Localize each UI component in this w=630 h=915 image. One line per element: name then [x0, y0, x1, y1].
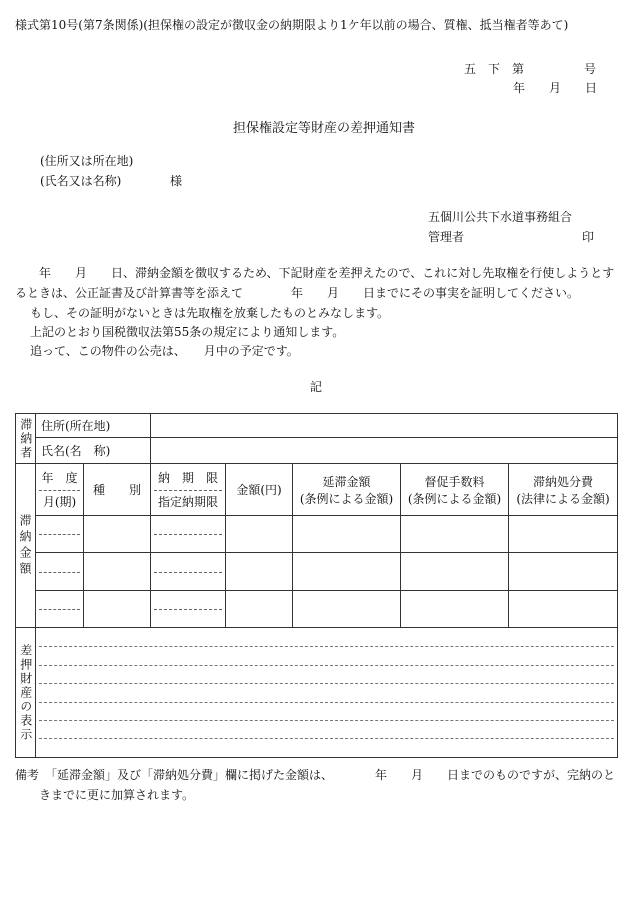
late-fee-cell[interactable] [293, 516, 401, 553]
reminder-fee-cell[interactable] [401, 553, 509, 591]
address-field[interactable] [151, 414, 618, 438]
document-title: 担保権設定等財産の差押通知書 [233, 121, 416, 136]
remarks-line-2: きまでに更に加算されます。 [15, 788, 195, 802]
type-cell[interactable] [84, 516, 151, 553]
type-header: 種 別 [84, 464, 151, 516]
designated-deadline-header: 指定納期限 [157, 495, 218, 509]
table-row [16, 591, 618, 628]
reminder-fee-cell[interactable] [401, 516, 509, 553]
remarks [15, 765, 620, 805]
body-paragraph-3: 上記のとおり国税徴収法第55条の規定により通知します。 [30, 325, 345, 339]
name-label: 氏名(名 称) [36, 438, 151, 464]
sender-seal: 印 [582, 230, 595, 244]
late-fee-header [293, 464, 401, 516]
year-header: 年 度 [41, 471, 78, 485]
year-cell[interactable] [36, 553, 84, 591]
deadline-cell[interactable] [151, 516, 226, 553]
disposal-fee-title: 滞納処分費 [533, 474, 594, 489]
recipient-honorific: 様 [170, 174, 183, 188]
late-fee-cell[interactable] [293, 591, 401, 628]
deadline-cell[interactable] [151, 591, 226, 628]
name-field[interactable] [151, 438, 618, 464]
document-number: 五 下 第 号 [464, 62, 597, 76]
type-cell[interactable] [84, 553, 151, 591]
year-period-header [36, 464, 84, 516]
type-cell[interactable] [84, 591, 151, 628]
disposal-fee-header [509, 464, 618, 516]
late-fee-cell[interactable] [293, 553, 401, 591]
reminder-fee-header [401, 464, 509, 516]
amount-header: 金額(円) [226, 464, 293, 516]
deadline-cell[interactable] [151, 553, 226, 591]
remarks-line-1: 備考 「延滞金額」及び「滞納処分費」欄に掲げた金額は、 年 月 日までのものですが、完納のと [15, 768, 616, 782]
table-row [16, 516, 618, 553]
property-description-field[interactable] [36, 628, 618, 758]
amount-cell[interactable] [226, 516, 293, 553]
disposal-fee-subtitle: (法律による金額) [516, 491, 610, 506]
year-cell[interactable] [36, 591, 84, 628]
document-date: 年 月 日 [513, 81, 598, 95]
sender-organization: 五個川公共下水道事務組合 [428, 210, 573, 224]
property-label: 差押財産の表示 [16, 628, 36, 758]
disposal-fee-cell[interactable] [509, 516, 618, 553]
disposal-fee-cell[interactable] [509, 591, 618, 628]
ki-mark: 記 [310, 380, 323, 394]
recipient-name-label: (氏名又は名称) [40, 174, 122, 188]
form-title: 様式第10号(第7条関係)(担保権の設定が徴収金の納期限より1ケ年以前の場合、質権、抵当権者等あて) [15, 18, 569, 32]
recipient-address-label: (住所又は所在地) [40, 154, 134, 168]
year-cell[interactable] [36, 516, 84, 553]
amount-cell[interactable] [226, 591, 293, 628]
body-paragraph-2: もし、その証明がないときは先取権を放棄したものとみなします。 [30, 306, 390, 320]
late-fee-subtitle: (条例による金額) [299, 491, 394, 506]
delinquent-label: 滞納者 [16, 414, 36, 464]
table-row [16, 553, 618, 591]
delinquency-table [15, 413, 618, 758]
amount-section-label: 滞納金額 [16, 464, 36, 628]
body-paragraph-1-line-2: るときは、公正証書及び計算書等を添えて 年 月 日までにその事実を証明してください。 [15, 286, 580, 300]
disposal-fee-cell[interactable] [509, 553, 618, 591]
sender-manager-label: 管理者 [428, 230, 465, 244]
address-label: 住所(所在地) [36, 414, 151, 438]
deadline-header [151, 464, 226, 516]
reminder-fee-title: 督促手数料 [424, 474, 485, 489]
reminder-fee-subtitle: (条例による金額) [407, 491, 502, 506]
deadline-top-header: 納 期 限 [157, 471, 218, 485]
late-fee-title: 延滞金額 [322, 474, 371, 489]
body-paragraph-4: 追って、この物件の公売は、 月中の予定です。 [30, 344, 299, 358]
period-header: 月(期) [42, 495, 77, 509]
amount-cell[interactable] [226, 553, 293, 591]
reminder-fee-cell[interactable] [401, 591, 509, 628]
body-paragraph-1-line-1: 年 月 日、滞納金額を徴収するため、下記財産を差押えたので、これに対し先取権を行使しようとす [15, 266, 615, 280]
